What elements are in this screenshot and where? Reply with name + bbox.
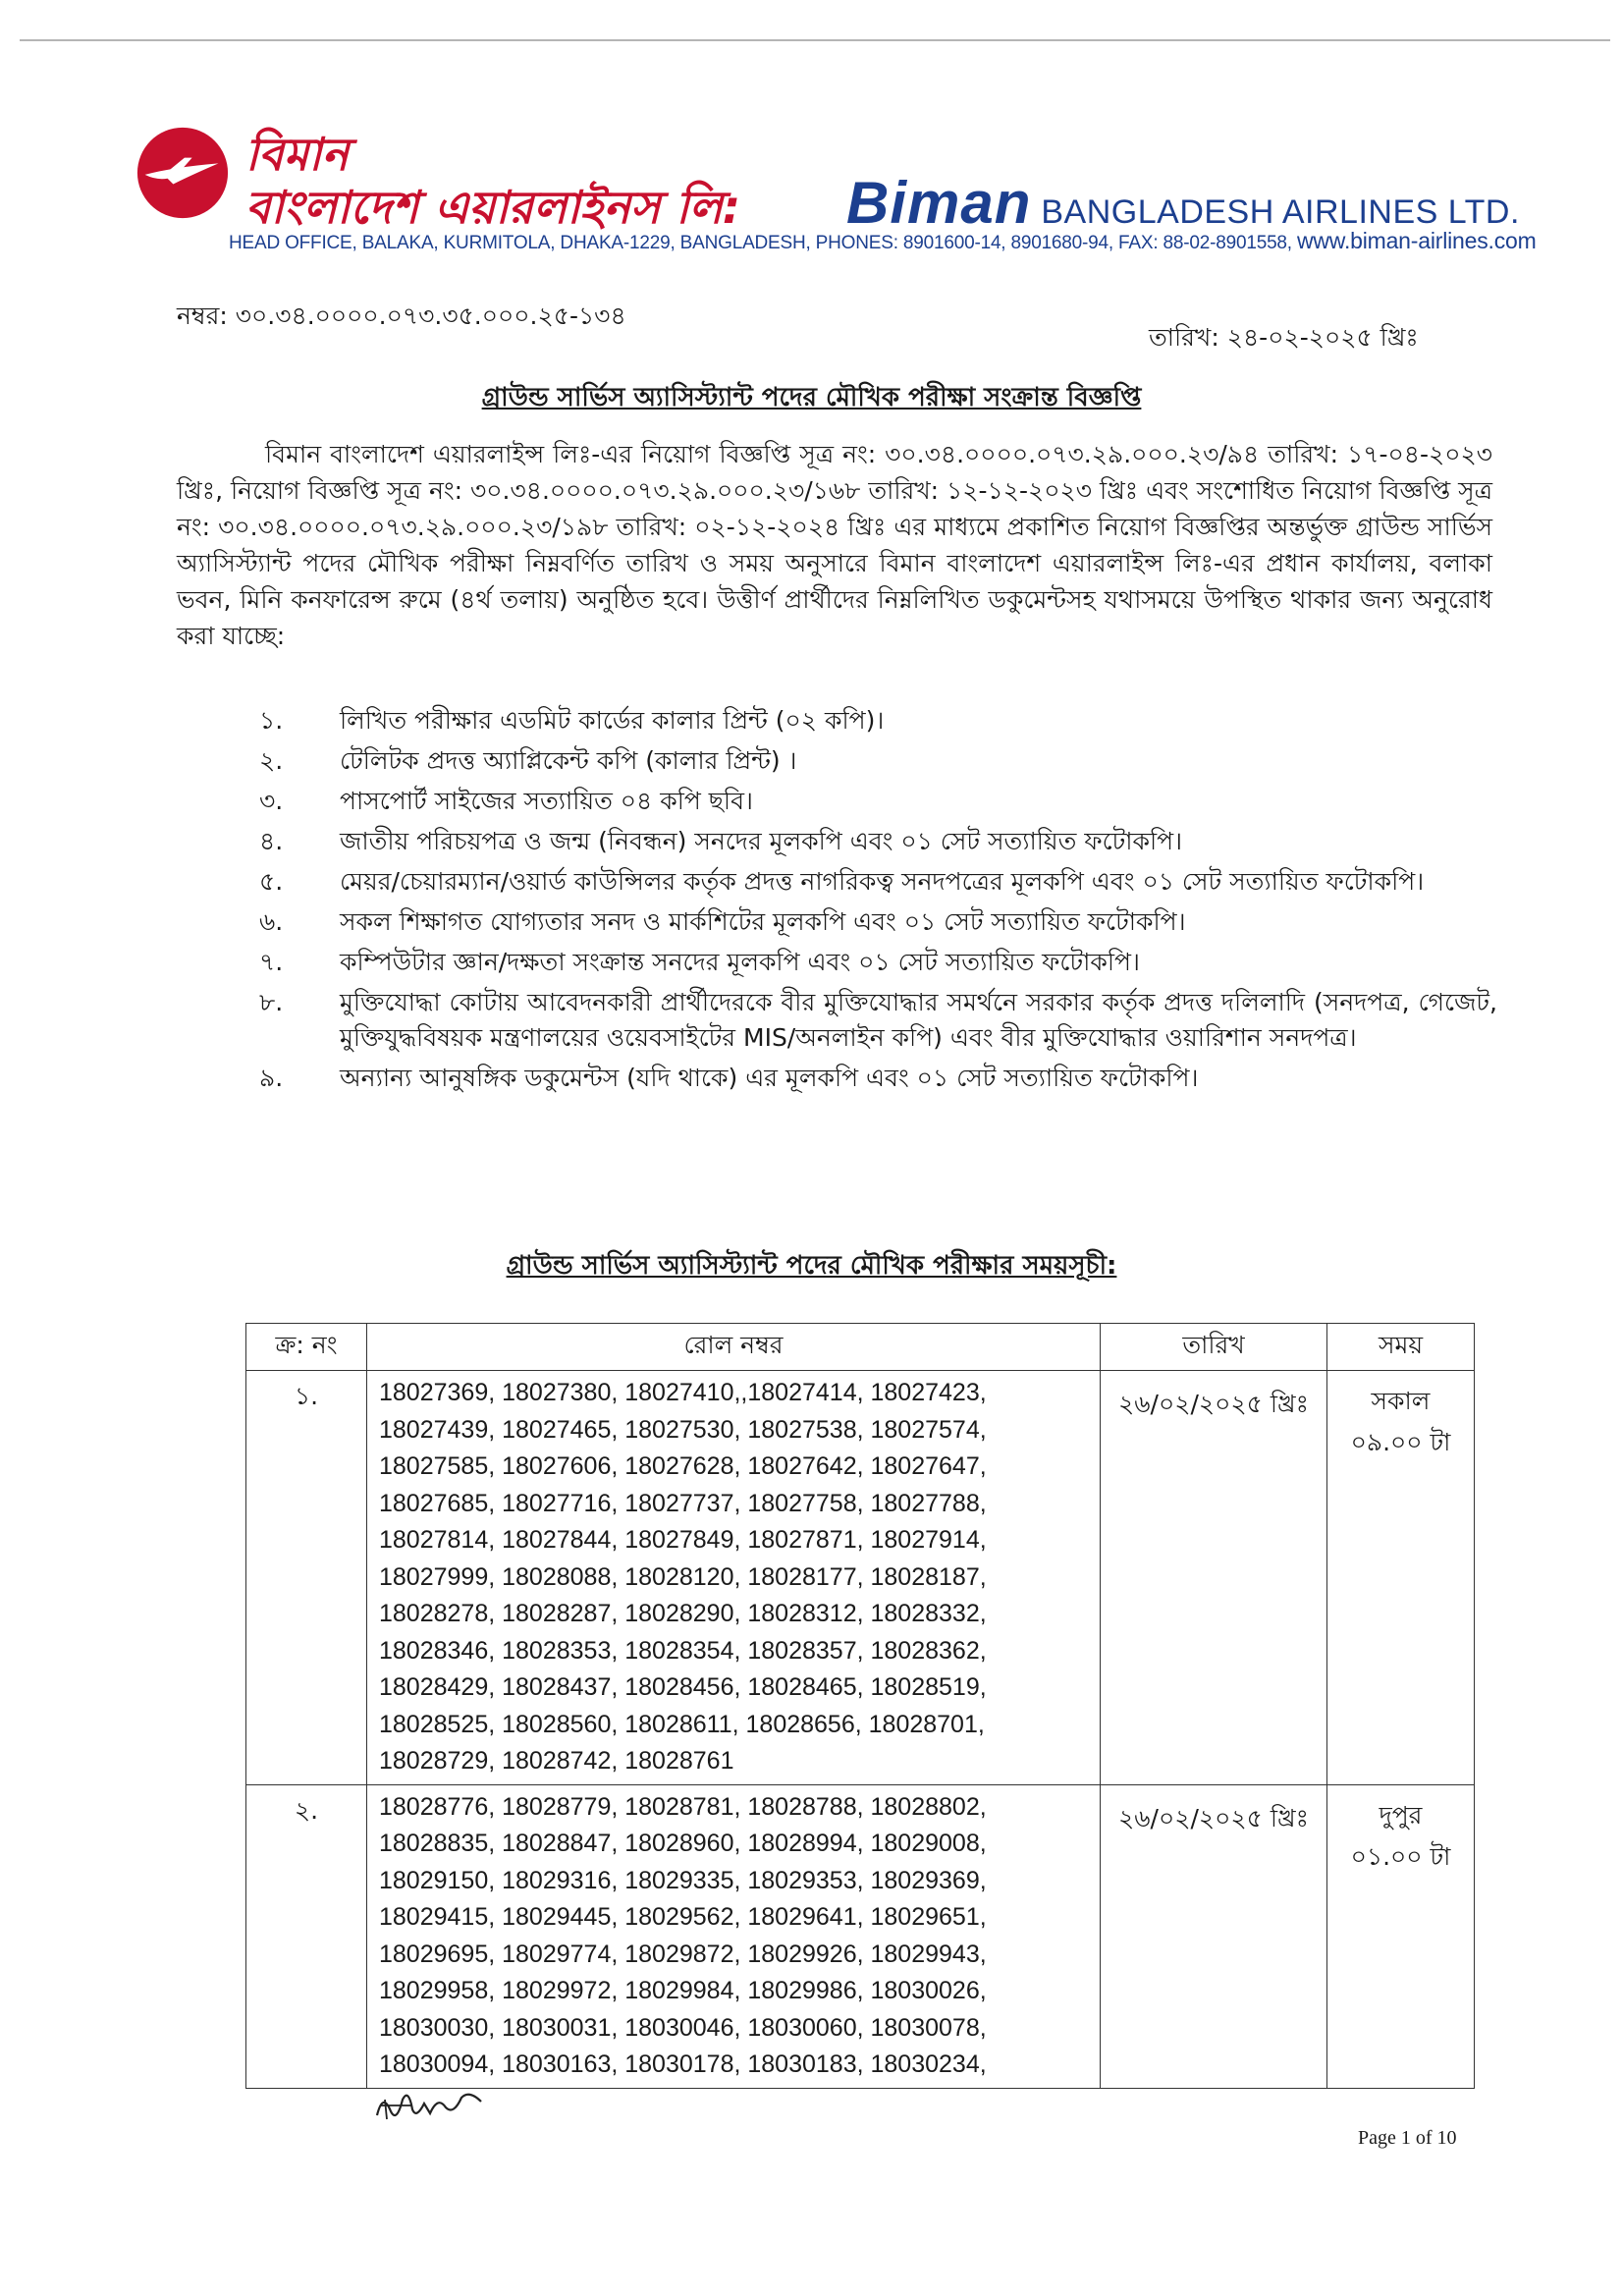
- schedule-table: [245, 1323, 1475, 2089]
- address-text: HEAD OFFICE, BALAKA, KURMITOLA, DHAKA-1229, BANGLADESH, PHONES: 8901600-14, 8901680-94, FAX: 88-02-8901558,: [229, 233, 1292, 253]
- header-date: তারিখ: [1101, 1324, 1327, 1371]
- list-item: [177, 784, 1497, 819]
- list-item: [177, 904, 1497, 940]
- cell-rolls: 18028776, 18028779, 18028781, 18028788, 18028802, 18028835, 18028847, 18028960, 18028994, 18029008, 18029150, 18029316, 18029335, 18029353, 18029369, 18029415, 18029445, 18029562, 18029641, 18029651, 18029695, 18029774, 18029872, 18029926, 18029943, 18029958, 18029972, 18029984, 18029986, 18030026, 18030030, 18030031, 18030046, 18030060, 18030078, 18030094, 18030163, 18030178, 18030183, 18030234,: [367, 1784, 1101, 2088]
- list-item-number: ৮.: [259, 988, 284, 1016]
- head-office-address: [229, 228, 1537, 254]
- header-serial: ক্র: নং: [246, 1324, 367, 1371]
- logo-bangla-line2: বাংলাদেশ এয়ারলাইনস লি:: [245, 181, 741, 234]
- list-item-number: ৬.: [259, 907, 284, 936]
- required-documents-list: [177, 703, 1497, 1101]
- time-clock: ০১.০০ টা: [1350, 1841, 1451, 1871]
- notice-body: বিমান বাংলাদেশ এয়ারলাইন্স লিঃ-এর নিয়োগ বিজ্ঞপ্তি সূত্র নং: ৩০.৩৪.০০০০.০৭৩.২৯.০০০.২৩/৯৪ তারিখ: ১৭-০৪-২০২৩ খ্রিঃ, নিয়োগ বিজ্ঞপ্তি সূত্র নং: ৩০.৩৪.০০০০.০৭৩.২৯.০০০.২৩/১৬৮ তারিখ: ১২-১২-২০২৩ খ্রিঃ এবং সংশোধিত নিয়োগ বিজ্ঞপ্তি সূত্র নং: ৩০.৩৪.০০০০.০৭৩.২৯.০০০.২৩/১৯৮ তারিখ: ০২-১২-২০২৪ খ্রিঃ এর মাধ্যমে প্রকাশিত নিয়োগ বিজ্ঞপ্তির অন্তর্ভুক্ত গ্রাউন্ড সার্ভিস অ্যাসিস্ট্যান্ট পদের মৌখিক পরীক্ষা নিম্নবর্ণিত তারিখ ও সময় অনুসারে বিমান বাংলাদেশ এয়ারলাইন্স লিঃ-এর প্রধান কার্যালয়, বলাকা ভবন, মিনি কনফারেন্স রুমে (৪র্থ তলায়) অনুষ্ঠিত হবে। উত্তীর্ণ প্রার্থীদের নিম্নলিখিত ডকুমেন্টসহ যথাসময়ে উপস্থিত থাকার জন্য অনুরোধ করা যাচ্ছে:: [177, 440, 1492, 650]
- table-header-row: [246, 1324, 1475, 1371]
- list-item-text: টেলিটক প্রদত্ত অ্যাপ্লিকেন্ট কপি (কালার প্রিন্ট) ।: [340, 746, 797, 775]
- list-item: [177, 985, 1497, 1056]
- list-item-text: জাতীয় পরিচয়পত্র ও জন্ম (নিবন্ধন) সনদের মূলকপি এবং ০১ সেট সত্যায়িত ফটোকপি।: [340, 827, 1183, 855]
- table-row: [246, 1371, 1475, 1785]
- list-item: [177, 864, 1497, 900]
- cell-date: ২৬/০২/২০২৫ খ্রিঃ: [1101, 1371, 1327, 1785]
- cell-serial: ২.: [246, 1784, 367, 2088]
- top-border-line: [20, 39, 1610, 41]
- list-item-number: ৪.: [259, 827, 284, 855]
- header-roll: রোল নম্বর: [367, 1324, 1101, 1371]
- cell-serial: ১.: [246, 1371, 367, 1785]
- notice-title: গ্রাউন্ড সার্ভিস অ্যাসিস্ট্যান্ট পদের মৌখিক পরীক্ষা সংক্রান্ত বিজ্ঞপ্তি: [481, 383, 1142, 412]
- list-item: [177, 703, 1497, 738]
- list-item-text: লিখিত পরীক্ষার এডমিট কার্ডের কালার প্রিন্ট (০২ কপি)।: [340, 706, 885, 735]
- time-clock: ০৯.০০ টা: [1350, 1428, 1451, 1456]
- schedule-title: গ্রাউন্ড সার্ভিস অ্যাসিস্ট্যান্ট পদের মৌখিক পরীক্ষার সময়সূচী:: [506, 1251, 1117, 1281]
- list-item: [177, 743, 1497, 779]
- header-time: সময়: [1327, 1324, 1475, 1371]
- list-item-text: সকল শিক্ষাগত যোগ্যতার সনদ ও মার্কশিটের মূলকপি এবং ০১ সেট সত্যায়িত ফটোকপি।: [340, 907, 1186, 936]
- list-item-number: ৯.: [259, 1064, 284, 1092]
- cell-time: [1327, 1371, 1475, 1785]
- time-period: দুপুর: [1379, 1800, 1423, 1830]
- list-item-text: মুক্তিযোদ্ধা কোটায় আবেদনকারী প্রার্থীদেরকে বীর মুক্তিযোদ্ধার সমর্থনে সরকার কর্তৃক প্রদত্ত দলিলাদি (সনদপত্র, গেজেট, মুক্তিযুদ্ধবিষয়ক মন্ত্রণালয়ের ওয়েবসাইটের MIS/অনলাইন কপি) এবং বীর মুক্তিযোদ্ধার ওয়ারিশান সনদপত্র।: [340, 988, 1497, 1052]
- biman-logo-icon: [135, 126, 230, 220]
- list-item-number: ৭.: [259, 948, 284, 976]
- cell-rolls: 18027369, 18027380, 18027410,,18027414, 18027423, 18027439, 18027465, 18027530, 18027538, 18027574, 18027585, 18027606, 18027628, 18027642, 18027647, 18027685, 18027716, 18027737, 18027758, 18027788, 18027814, 18027844, 18027849, 18027871, 18027914, 18027999, 18028088, 18028120, 18028177, 18028187, 18028278, 18028287, 18028290, 18028312, 18028332, 18028346, 18028353, 18028354, 18028357, 18028362, 18028429, 18028437, 18028456, 18028465, 18028519, 18028525, 18028560, 18028611, 18028656, 18028701, 18028729, 18028742, 18028761: [367, 1371, 1101, 1785]
- notice-date: তারিখ: ২৪-০২-২০২৫ খ্রিঃ: [1149, 323, 1419, 352]
- list-item: [177, 945, 1497, 980]
- signature-icon: [373, 2086, 491, 2125]
- reference-number: নম্বর: ৩০.৩৪.০০০০.০৭৩.৩৫.০০০.২৫-১৩৪: [177, 301, 626, 330]
- brand-suffix: BANGLADESH AIRLINES LTD.: [1041, 193, 1520, 231]
- logo-bangla-line1: বিমান: [245, 128, 350, 181]
- list-item-number: ২.: [259, 746, 284, 775]
- list-item-number: ১.: [259, 706, 284, 735]
- cell-time: [1327, 1784, 1475, 2088]
- list-item-text: পাসপোর্ট সাইজের সত্যায়িত ০৪ কপি ছবি।: [340, 787, 753, 815]
- time-period: সকাল: [1371, 1387, 1431, 1415]
- list-item-number: ৩.: [259, 787, 284, 815]
- cell-date: ২৬/০২/২০২৫ খ্রিঃ: [1101, 1784, 1327, 2088]
- table-row: [246, 1784, 1475, 2088]
- list-item: [177, 1061, 1497, 1096]
- list-item-text: মেয়র/চেয়ারম্যান/ওয়ার্ড কাউন্সিলর কর্তৃক প্রদত্ত নাগরিকত্ব সনদপত্রের মূলকপি এবং ০১ সেট সত্যায়িত ফটোকপি।: [340, 867, 1425, 896]
- brand-name: Biman: [846, 170, 1032, 236]
- list-item: [177, 824, 1497, 859]
- list-item-text: কম্পিউটার জ্ঞান/দক্ষতা সংক্রান্ত সনদের মূলকপি এবং ০১ সেট সত্যায়িত ফটোকপি।: [340, 948, 1140, 976]
- bangla-logo-text: [245, 128, 740, 234]
- page-number: Page 1 of 10: [1358, 2127, 1457, 2149]
- website-link[interactable]: www.biman-airlines.com: [1296, 228, 1537, 253]
- list-item-text: অন্যান্য আনুষঙ্গিক ডকুমেন্টস (যদি থাকে) এর মূলকপি এবং ০১ সেট সত্যায়িত ফটোকপি।: [340, 1064, 1199, 1092]
- list-item-number: ৫.: [259, 867, 284, 896]
- brand-english: [846, 169, 1520, 237]
